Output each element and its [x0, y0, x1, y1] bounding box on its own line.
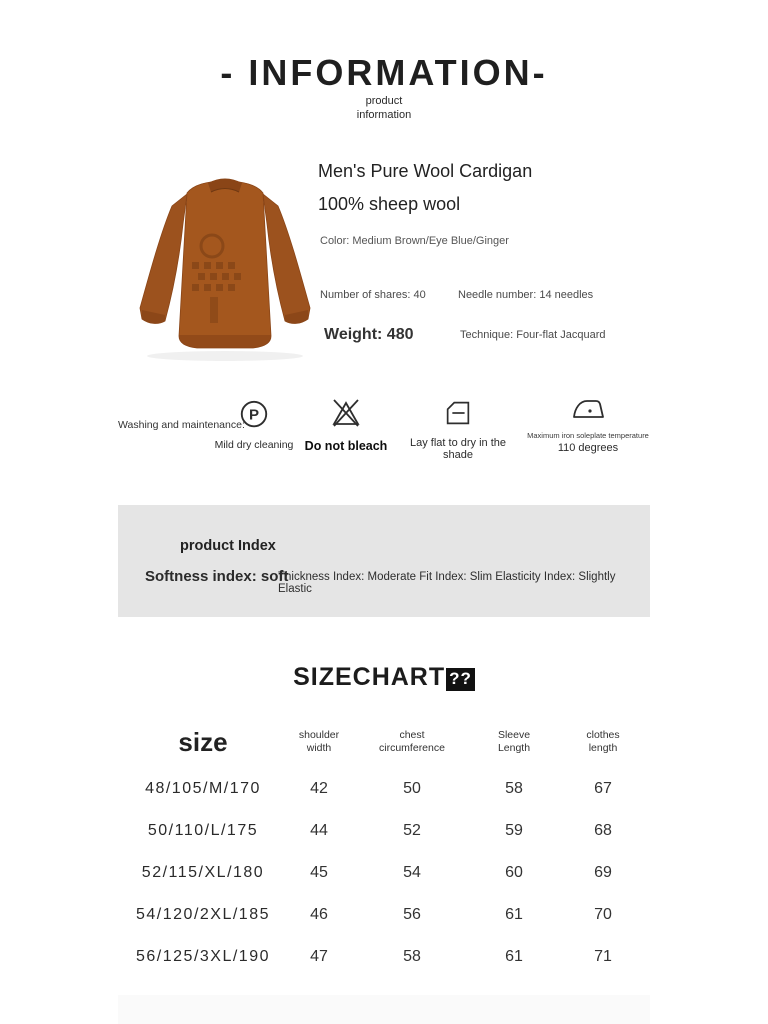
product-color-info: Color: Medium Brown/Eye Blue/Ginger — [320, 235, 509, 247]
care-item-iron-temp — [525, 392, 651, 454]
care-item-label: Maximum iron soleplate temperature — [527, 431, 649, 440]
shoulder-width-cell: 44 — [310, 822, 328, 839]
sweater-illustration — [126, 160, 324, 364]
column-header-chest-circumference: chest circumference — [379, 729, 445, 754]
chest-circumference-cell: 56 — [403, 906, 421, 923]
chest-circumference-cell: 54 — [403, 864, 421, 881]
clothes-length-cell: 70 — [594, 906, 612, 923]
care-item-label: Lay flat to dry in the shade — [410, 437, 506, 461]
dry-clean-circle-p-icon — [238, 399, 270, 436]
product-name: Men's Pure Wool Cardigan — [318, 161, 533, 181]
clothes-length-cell: 68 — [594, 822, 612, 839]
clothes-length-cell: 71 — [594, 948, 612, 965]
care-section-label: Washing and maintenance: — [118, 419, 245, 431]
column-header-clothes-length: clothes length — [586, 729, 620, 754]
sleeve-length-cell: 59 — [505, 822, 523, 839]
table-row — [118, 768, 652, 810]
chest-circumference-cell: 58 — [403, 948, 421, 965]
size-cell: 50/110/L/175 — [147, 822, 259, 839]
chest-circumference-cell: 52 — [403, 822, 421, 839]
size-cell: 56/125/3XL/190 — [136, 948, 270, 965]
spec-needle-number: Needle number: 14 needles — [458, 289, 594, 301]
shoulder-width-cell: 46 — [310, 906, 328, 923]
subtitle-line-1: product — [365, 95, 403, 107]
product-index-panel — [118, 505, 650, 617]
shoulder-width-cell: 45 — [310, 864, 328, 881]
sizechart-heading-text: SIZECHART — [293, 663, 446, 691]
product-index-title: product Index — [180, 538, 276, 554]
table-row — [118, 810, 652, 852]
size-cell: 54/120/2XL/185 — [136, 906, 270, 923]
column-header-sleeve-length: Sleeve Length — [497, 729, 531, 754]
softness-index: Softness index: soft — [145, 568, 289, 585]
iron-max-temp-icon — [568, 392, 608, 427]
product-material: 100% sheep wool — [318, 194, 461, 214]
product-photo-sweater — [126, 160, 324, 364]
sizechart-heading-badge: ?? — [446, 668, 475, 691]
sizechart-heading — [0, 663, 768, 692]
sleeve-length-cell: 61 — [505, 948, 523, 965]
care-item-dry-flat — [400, 397, 516, 461]
spec-technique: Technique: Four-flat Jacquard — [460, 329, 606, 341]
next-section-panel — [118, 995, 650, 1024]
sleeve-length-cell: 61 — [505, 906, 523, 923]
sleeve-length-cell: 60 — [505, 864, 523, 881]
subtitle-line-2: information — [356, 108, 412, 121]
table-row — [118, 852, 652, 894]
chest-circumference-cell: 50 — [403, 780, 421, 797]
dry-flat-in-shade-icon — [442, 397, 474, 434]
shoulder-width-cell: 42 — [310, 780, 328, 797]
size-column-header: size — [178, 726, 228, 757]
do-not-bleach-icon — [329, 397, 363, 434]
sleeve-length-cell: 58 — [505, 780, 523, 797]
page-subtitle — [0, 95, 768, 122]
care-item-do-not-bleach — [290, 397, 402, 453]
care-item-label: Mild dry cleaning — [214, 439, 294, 451]
table-header-row — [118, 716, 652, 768]
other-indexes: Thickness Index: Moderate Fit Index: Slim Elasticity Index: Slightly Elastic — [278, 571, 616, 595]
care-item-label-temperature: 110 degrees — [557, 442, 619, 454]
spec-weight: Weight: 480 — [324, 326, 414, 343]
shoulder-width-cell: 47 — [310, 948, 328, 965]
column-header-shoulder-width: shoulder width — [298, 729, 340, 754]
table-row — [118, 894, 652, 936]
table-row — [118, 936, 652, 978]
clothes-length-cell: 69 — [594, 864, 612, 881]
svg-text:P: P — [248, 406, 260, 424]
spec-number-of-shares: Number of shares: 40 — [320, 289, 426, 301]
care-item-label: Do not bleach — [304, 439, 388, 453]
size-cell: 48/105/M/170 — [145, 780, 261, 797]
page-title: - INFORMATION- — [220, 52, 548, 93]
size-chart-table — [118, 716, 652, 978]
size-cell: 52/115/XL/180 — [141, 864, 265, 881]
clothes-length-cell: 67 — [594, 780, 612, 797]
